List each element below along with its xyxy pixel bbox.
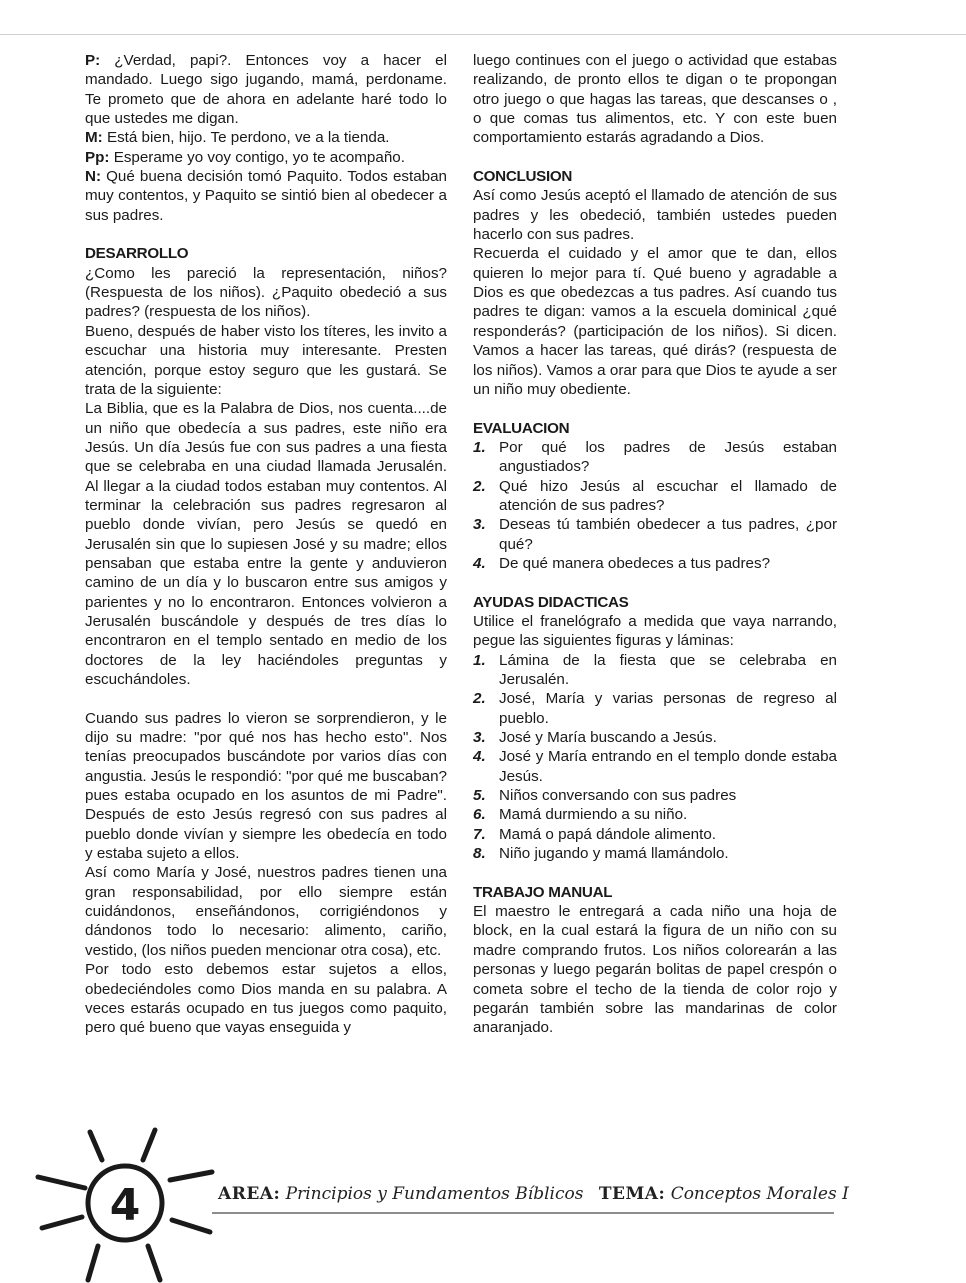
list-item [473, 825, 837, 844]
list-item [473, 438, 837, 477]
item-number: 2. [473, 690, 486, 708]
item-number: 8. [473, 845, 486, 863]
item-number: 7. [473, 825, 486, 843]
dialogue-line [85, 51, 447, 128]
list-item [473, 728, 837, 747]
area-value: Principios y Fundamentos Bíblicos [285, 1184, 584, 1204]
section-heading-desarrollo: DESARROLLO [85, 245, 189, 263]
sun-ray [38, 1177, 85, 1188]
speaker-label: N: [85, 168, 102, 186]
item-text: Qué hizo Jesús al escuchar el llamado de atención de sus padres? [499, 477, 837, 514]
item-text: Niños conversando con sus padres [499, 787, 737, 805]
item-text: Deseas tú también obedecer a tus padres, ¿por qué? [499, 516, 837, 553]
left-column [85, 51, 447, 1038]
item-text: Lámina de la fiesta que se celebraba en Jerusalén. [499, 651, 837, 688]
list-item [473, 515, 837, 554]
footer-caption [218, 1184, 859, 1204]
paragraph: ¿Como les pareció la representación, niños? (Respuesta de los niños). ¿Paquito obedeció a sus padres? (respuesta de los niños). [85, 264, 447, 321]
list-item [473, 844, 837, 863]
sun-ray [143, 1130, 155, 1160]
item-number: 3. [473, 729, 486, 747]
paragraph: Por todo esto debemos estar sujetos a ellos, obedeciéndoles como Dios manda en su palabra. A veces estarás ocupado en tus juegos como paquito, pero qué bueno que vayas enseguida y [85, 961, 447, 1037]
item-text: Mamá o papá dándole alimento. [499, 825, 716, 843]
speaker-label: M: [85, 129, 103, 147]
page-number: 4 [109, 1180, 141, 1231]
item-number: 4. [473, 748, 486, 766]
top-rule [0, 34, 966, 35]
item-text: De qué manera obedeces a tus padres? [499, 554, 771, 572]
item-text: José, María y varias personas de regreso al pueblo. [499, 690, 837, 727]
item-text: Niño jugando y mamá llamándolo. [499, 845, 729, 863]
sun-ray [170, 1172, 212, 1180]
paragraph: Utilice el franelógrafo a medida que vaya narrando, pegue las siguientes figuras y láminas: [473, 612, 837, 650]
list-item [473, 477, 837, 516]
paragraph: Así como Jesús aceptó el llamado de atención de sus padres y les obedeció, también ustedes pueden hacerlo con sus padres. [473, 187, 837, 244]
item-number: 1. [473, 651, 486, 669]
paragraph: Cuando sus padres lo vieron se sorprendieron, y le dijo su madre: "por qué nos has hecho esto". Nos tenías preocupados buscándote por varios días con angustia. Jesús le respondió: "por qué me buscaban? pues estaba ocupado en los asuntos de mi Padre". Después de esto Jesús regresó con sus padres al pueblo donde vivían y siempre les obedecía en todo y estaba sujeto a ellos. [85, 709, 447, 863]
list-item [473, 747, 837, 786]
dialogue-line [85, 148, 447, 167]
dialogue-text: Está bien, hijo. Te perdono, ve a la tienda. [102, 129, 390, 147]
item-text: José y María entrando en el templo donde estaba Jesús. [499, 748, 837, 785]
footer-divider [212, 1212, 834, 1214]
sun-ray [90, 1132, 102, 1160]
tema-label: TEMA: [598, 1184, 666, 1204]
paragraph: luego continues con el juego o actividad que estabas realizando, de pronto ellos te digan o te propongan otro juego o que hagas las tareas, que descanses o , o que comas tus alimentos, etc. Y con este buen comportamiento estarás agradando a Dios. [473, 52, 837, 147]
list-item [473, 805, 837, 824]
list-item [473, 554, 837, 573]
sun-icon [30, 1120, 220, 1283]
area-label: AREA: [218, 1184, 281, 1204]
section-heading-evaluacion: EVALUACION [473, 419, 570, 437]
sun-ray [88, 1246, 98, 1280]
dialogue-text: Qué buena decisión tomó Paquito. Todos estaban muy contentos, y Paquito se sintió bien al obedecer a sus padres. [85, 168, 447, 224]
item-text: Por qué los padres de Jesús estaban angustiados? [499, 438, 837, 476]
item-text: José y María buscando a Jesús. [499, 729, 717, 747]
sun-ray [172, 1220, 210, 1232]
speaker-label: Pp: [85, 148, 110, 166]
list-item [473, 786, 837, 805]
section-heading-conclusion: CONCLUSION [473, 168, 573, 186]
section-heading-ayudas: AYUDAS DIDACTICAS [473, 593, 629, 611]
item-number: 1. [473, 438, 486, 456]
paragraph: La Biblia, que es la Palabra de Dios, nos cuenta....de un niño que obedecía a sus padres, este niño era Jesús. Un día Jesús fue con sus padres a una fiesta que se celebraba en una ciudad llamada Jerusalén. Al llegar a la ciudad todos estaban muy contentos. Al terminar la celebración sus padres regresaron al pueblo donde vivían, pero Jesús se quedó en Jerusalén sin que lo supiesen José y su madre; ellos pensaban que estaba entre la gente y anduvieron camino de un día y lo buscaron entre sus amigos y parientes y no lo encontraron. Entonces volvieron a Jerusalén buscándole y después de tres días lo encontraron en el templo sentado en medio de los doctores de la ley haciéndoles preguntas y escuchándoles. [85, 400, 447, 688]
paragraph: Recuerda el cuidado y el amor que te dan, ellos quieren lo mejor para tí. Qué bueno y agradable a Dios es que obedezcas a tus padres. Así cuando tus padres te digan: vamos a la escuela dominical ¿qué responderás? (participación de los niños). Si dicen. Vamos a hacer las tareas, qué dirás? (respuesta de los niños). Vamos a orar para que Dios te ayude a ser un niño muy obediente. [473, 245, 837, 398]
item-number: 4. [473, 554, 486, 572]
sun-ray [42, 1217, 82, 1228]
paragraph: Bueno, después de haber visto los títeres, les invito a escuchar una historia muy interesante. Presten atención, porque estoy seguro que les gustará. Se trata de la siguiente: [85, 322, 447, 398]
sun-ray [148, 1246, 160, 1280]
section-heading-trabajo: TRABAJO MANUAL [473, 883, 613, 901]
list-item [473, 689, 837, 728]
item-number: 6. [473, 806, 486, 824]
paragraph: Así como María y José, nuestros padres tienen una gran responsabilidad, por ello siempre están cuidándonos, enseñándonos, corrigiéndonos y dándonos todo lo necesario: alimento, cariño, vestido, (los niños pueden mencionar otra cosa), etc. [85, 864, 447, 959]
dialogue-text: ¿Verdad, papi?. Entonces voy a hacer el mandado. Luego sigo jugando, mamá, perdoname. Te prometo que de ahora en adelante haré todo lo que ustedes me digan. [85, 52, 447, 128]
list-item [473, 651, 837, 690]
item-number: 3. [473, 516, 486, 534]
item-number: 5. [473, 787, 486, 805]
item-text: Mamá durmiendo a su niño. [499, 806, 688, 824]
item-number: 2. [473, 477, 486, 495]
paragraph: El maestro le entregará a cada niño una hoja de block, en la cual estará la figura de un niño con su madre comprando frutos. Los niños colorearán a las personas y luego pegarán bolitas de papel crespón o cometa sobre el techo de la tienda de color rojo y pegarán también sobre las mandarinas de color anaranjado. [473, 903, 837, 1037]
right-column [473, 51, 837, 1038]
dialogue-text: Esperame yo voy contigo, yo te acompaño. [109, 148, 405, 166]
speaker-label: P: [85, 52, 101, 69]
tema-value: Conceptos Morales I [670, 1184, 849, 1204]
dialogue-line [85, 167, 447, 225]
dialogue-line [85, 128, 447, 147]
